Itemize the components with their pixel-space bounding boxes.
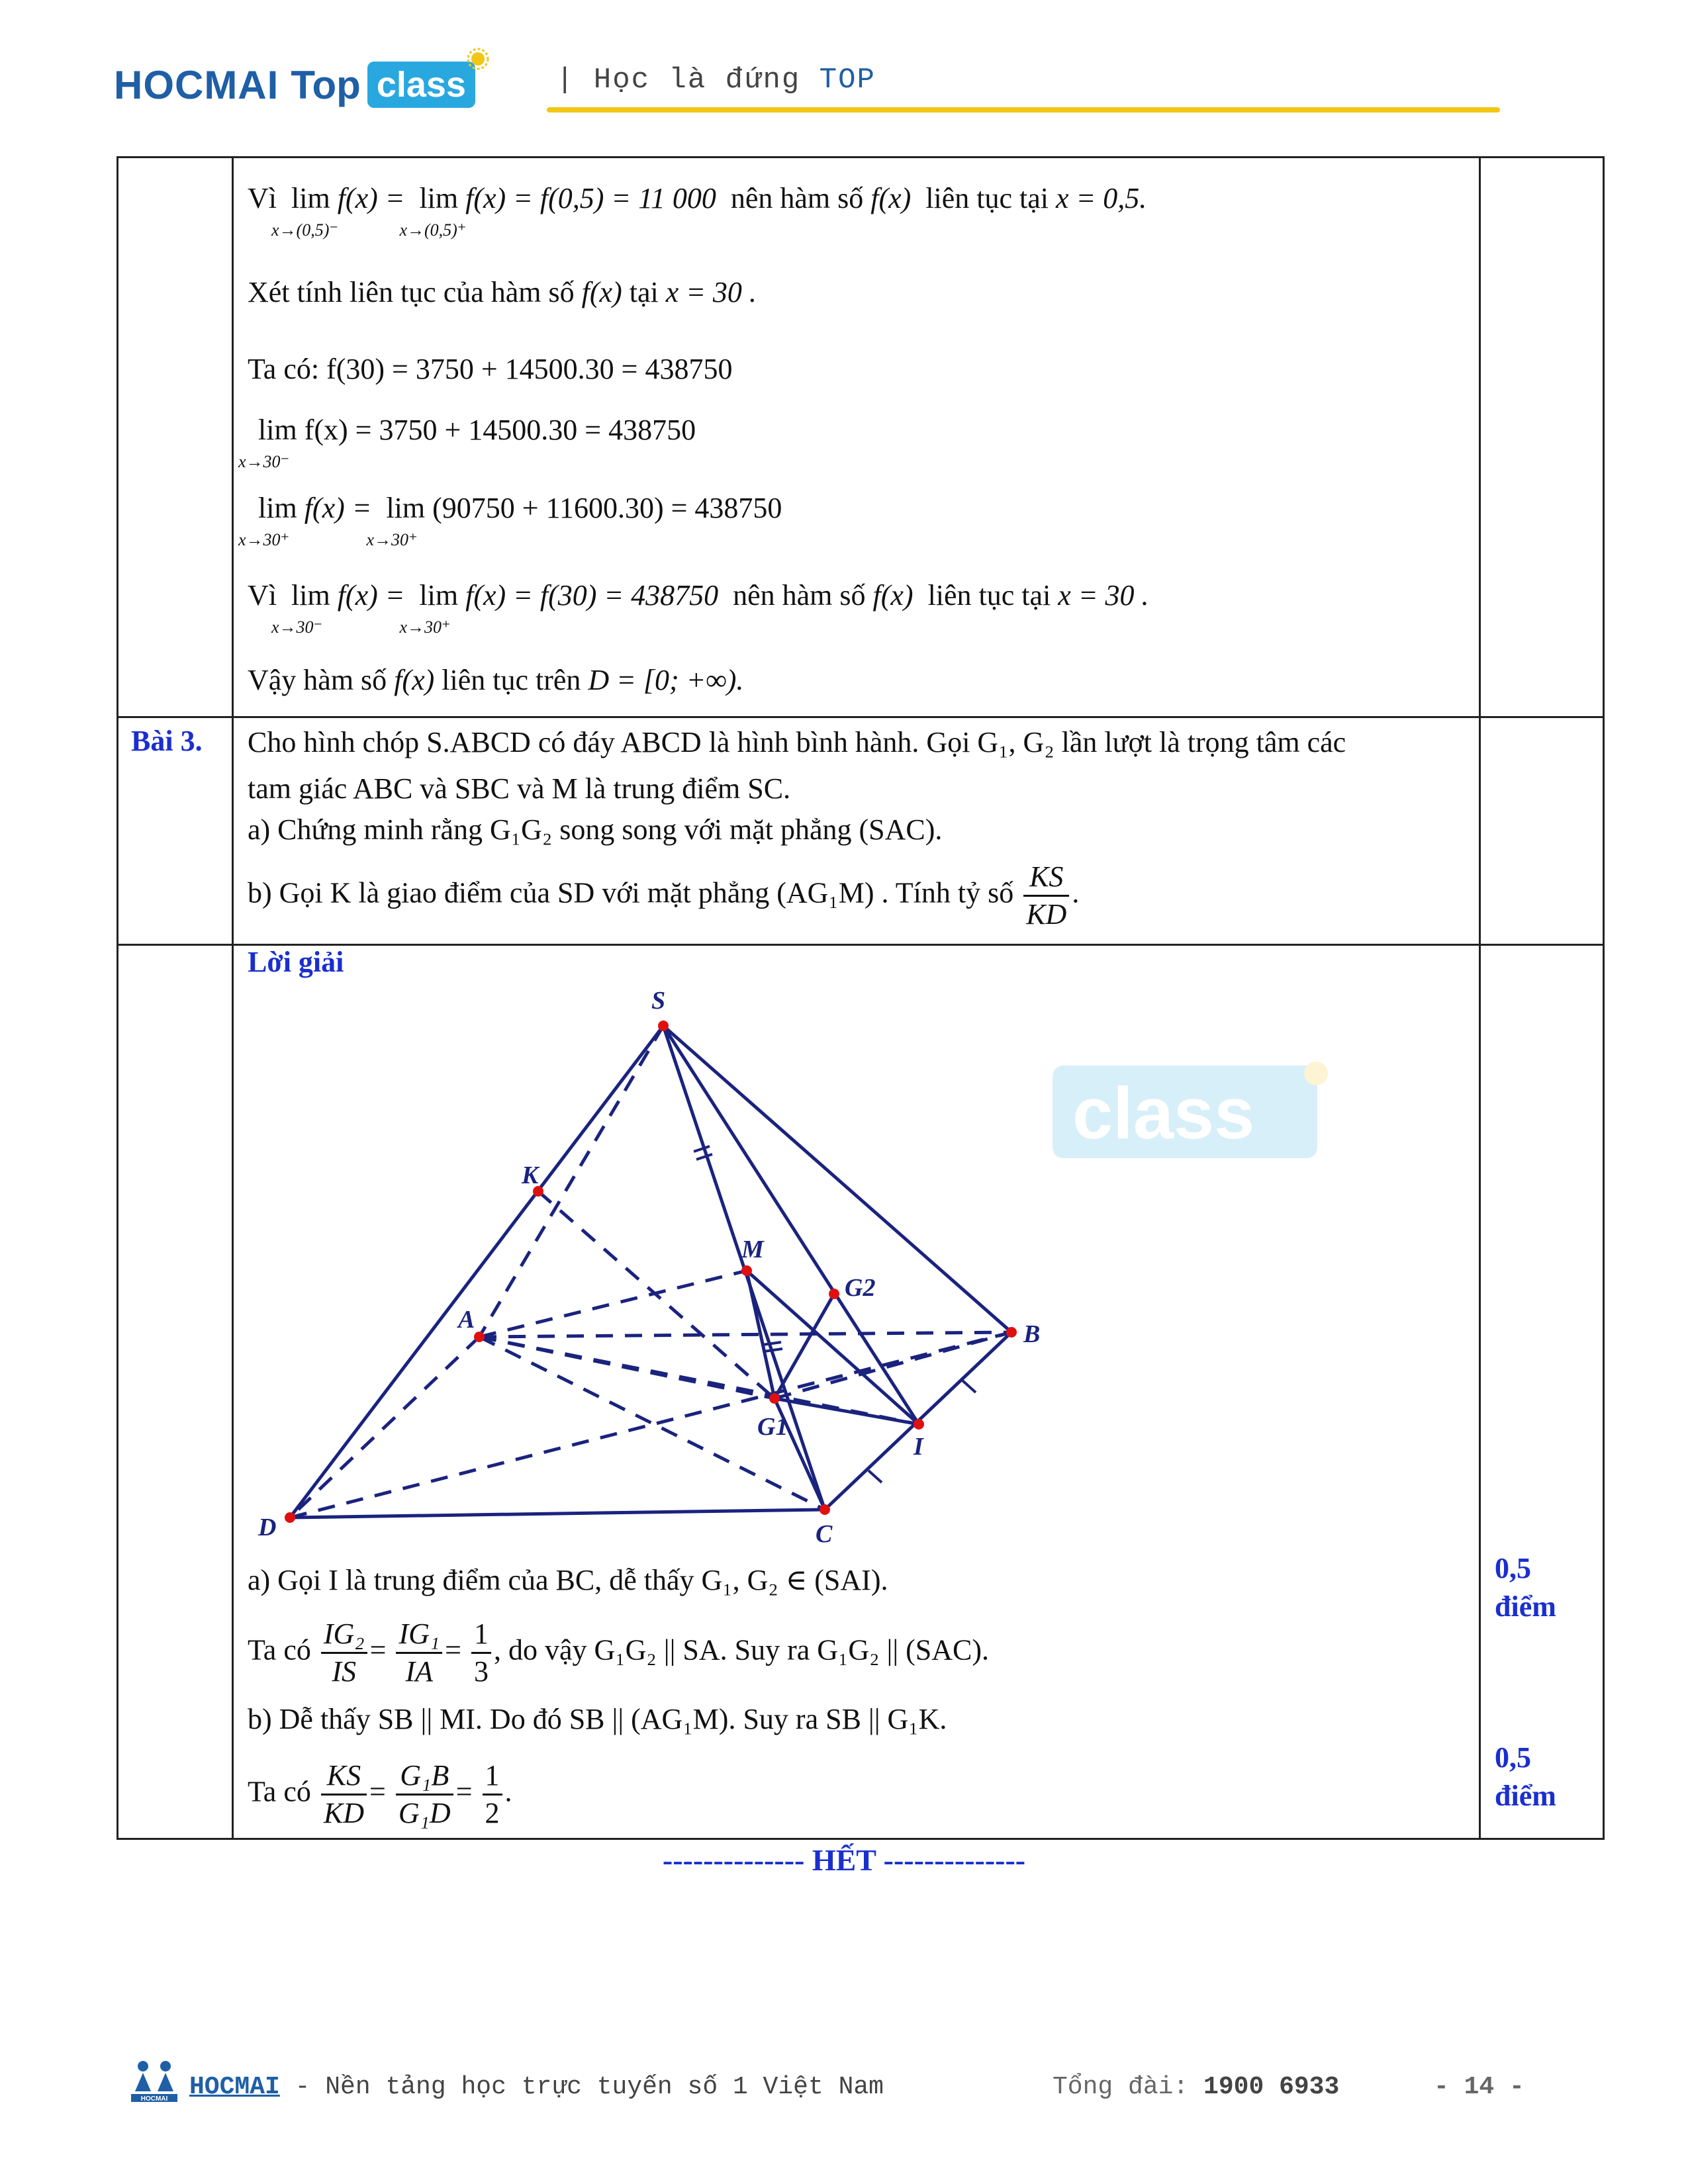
table-border-right [1603, 156, 1605, 1840]
point-B [1006, 1327, 1017, 1338]
edge-AB [479, 1332, 1011, 1337]
logo-class-badge [367, 62, 475, 108]
edge-SA [479, 1026, 663, 1337]
solution-b-line-1: b) Dễ thấy SB || MI. Do đó SB || (AG₁M). Suy ra SB || G₁K. [248, 1703, 947, 1735]
table-border-bottom [117, 1838, 1605, 1840]
segment-G2G1 [774, 1294, 834, 1398]
page-number: - 14 - [1434, 2073, 1524, 2101]
slogan-prefix: | Học là đứng [556, 64, 820, 97]
edge-AD [290, 1337, 479, 1518]
footer-hotline: Tổng đài: 1900 6933 [1053, 2073, 1340, 2101]
edge-SD [290, 1026, 663, 1518]
sun-icon [466, 47, 490, 71]
value-at-30-line: Ta có: f(30) = 3750 + 14500.30 = 438750 [248, 353, 733, 385]
continuity-check-line: Xét tính liên tục của hàm số f(x) tại x = 30 . [248, 276, 757, 308]
slogan [556, 64, 876, 97]
table-row-divider-1 [117, 716, 1605, 718]
point-D [285, 1512, 295, 1523]
slogan-top: TOP [819, 64, 876, 97]
point-C [820, 1504, 830, 1515]
segment-AM [479, 1271, 747, 1337]
hocmai-topclass-logo [114, 58, 475, 111]
solution-a-line-1: a) Gọi I là trung điểm của BC, dễ thấy G₁, G₂ ∈ (SAI). [248, 1564, 888, 1596]
logo-hocmai-text: HOCMAI [114, 62, 279, 107]
solution-a-line-2: Ta có $\frac{\text{IG₂}}{IS}$ = $\frac{\text{IG₁}}{IA}$ = $\frac{1}{3}$ , do vậy G₁G₂ || SA. Suy ra G₁G₂ || (SAC). [248, 1617, 990, 1688]
score-part-a-value: 0,5 [1495, 1552, 1531, 1584]
point-S [658, 1021, 669, 1031]
right-limit-line: lim x→30⁺ f(x) = lim x→30⁺ (90750 + 11600.30) = 438750 [238, 492, 782, 549]
svg-text:class: class [1072, 1073, 1255, 1154]
solution-b-line-2: Ta có $\frac{KS}{KD}$ = $\frac{\text{G₁B}}{\text{G₁D}}$ = $\frac{1}{2}$ . [248, 1759, 512, 1829]
logo-top-text: Top [291, 62, 361, 107]
label-S: S [651, 987, 666, 1015]
segment-SI [663, 1026, 919, 1424]
limit-line-2: Vì lim x→30⁻ f(x) = lim x→30⁺ f(x) = f(30) = 438750 nên hàm số f(x) liên tục tại x = 30 . [248, 579, 1149, 637]
footer-brand-link[interactable]: HOCMAI [189, 2073, 280, 2101]
label-C: C [816, 1520, 833, 1548]
score-part-b-value: 0,5 [1495, 1741, 1531, 1774]
left-limit-line: lim x→30⁻ f(x) = 3750 + 14500.30 = 438750 [238, 414, 696, 471]
page-header [0, 0, 1688, 126]
label-B: B [1023, 1320, 1041, 1348]
label-A: A [458, 1306, 475, 1334]
limit-line-1: Vì lim x→(0,5)⁻ f(x) = lim x→(0,5)⁺ f(x) = f(0,5) = 11 000 nên hàm số f(x) liên tục tại x = 0,5. [248, 182, 1147, 240]
footer-tagline: HOCMAI - Nền tảng học trực tuyến số 1 Việt Nam [189, 2073, 884, 2101]
logo-class-text: class [376, 65, 466, 105]
problem-line-2: tam giác ABC và SBC và M là trung điểm SC. [248, 772, 791, 805]
header-divider [547, 107, 1500, 113]
table-border-left [117, 156, 118, 1840]
point-G2 [829, 1289, 839, 1299]
ratio-fraction: $\frac{KS}{KD}$ [1023, 859, 1069, 933]
point-A [474, 1332, 485, 1342]
table-col-divider-2 [1479, 156, 1481, 1840]
label-G2: G2 [845, 1274, 876, 1302]
score-part-b-unit: điểm [1495, 1780, 1556, 1812]
end-marker: -------------- HẾT -------------- [662, 1843, 1026, 1877]
pyramid-figure [252, 979, 1112, 1562]
page-footer [0, 2058, 1688, 2111]
solution-title: Lời giải [248, 946, 344, 978]
conclusion-line: Vậy hàm số f(x) liên tục trên D = [0; +∞). [248, 664, 744, 696]
point-M [741, 1265, 752, 1276]
table-col-divider-1 [232, 156, 234, 1840]
label-K: K [522, 1161, 539, 1189]
segment-KG1 [538, 1191, 774, 1398]
label-G1: G1 [757, 1413, 788, 1441]
label-D: D [258, 1514, 277, 1541]
table-border-top [117, 156, 1605, 158]
point-G1 [769, 1393, 780, 1404]
problem-line-1: Cho hình chóp S.ABCD có đáy ABCD là hình bình hành. Gọi G₁, G₂ lần lượt là trọng tâm các [248, 726, 1346, 758]
problem-part-a: a) Chứng minh rằng G₁G₂ song song với mặt phẳng (SAC). [248, 813, 943, 846]
segment-DB [290, 1332, 1011, 1518]
label-I: I [914, 1433, 923, 1461]
hocmai-people-icon [130, 2058, 179, 2105]
label-M: M [741, 1236, 764, 1263]
problem-label: Bài 3. [131, 725, 203, 757]
point-I [914, 1419, 924, 1430]
svg-text:HOCMAI: HOCMAI [140, 2095, 168, 2103]
score-part-a-unit: điểm [1495, 1590, 1556, 1623]
problem-part-b: b) Gọi K là giao điểm của SD với mặt phẳng (AG₁M) . Tính tỷ số $\frac{KS}{KD}$ . [248, 859, 1079, 933]
edge-DC [290, 1510, 825, 1518]
